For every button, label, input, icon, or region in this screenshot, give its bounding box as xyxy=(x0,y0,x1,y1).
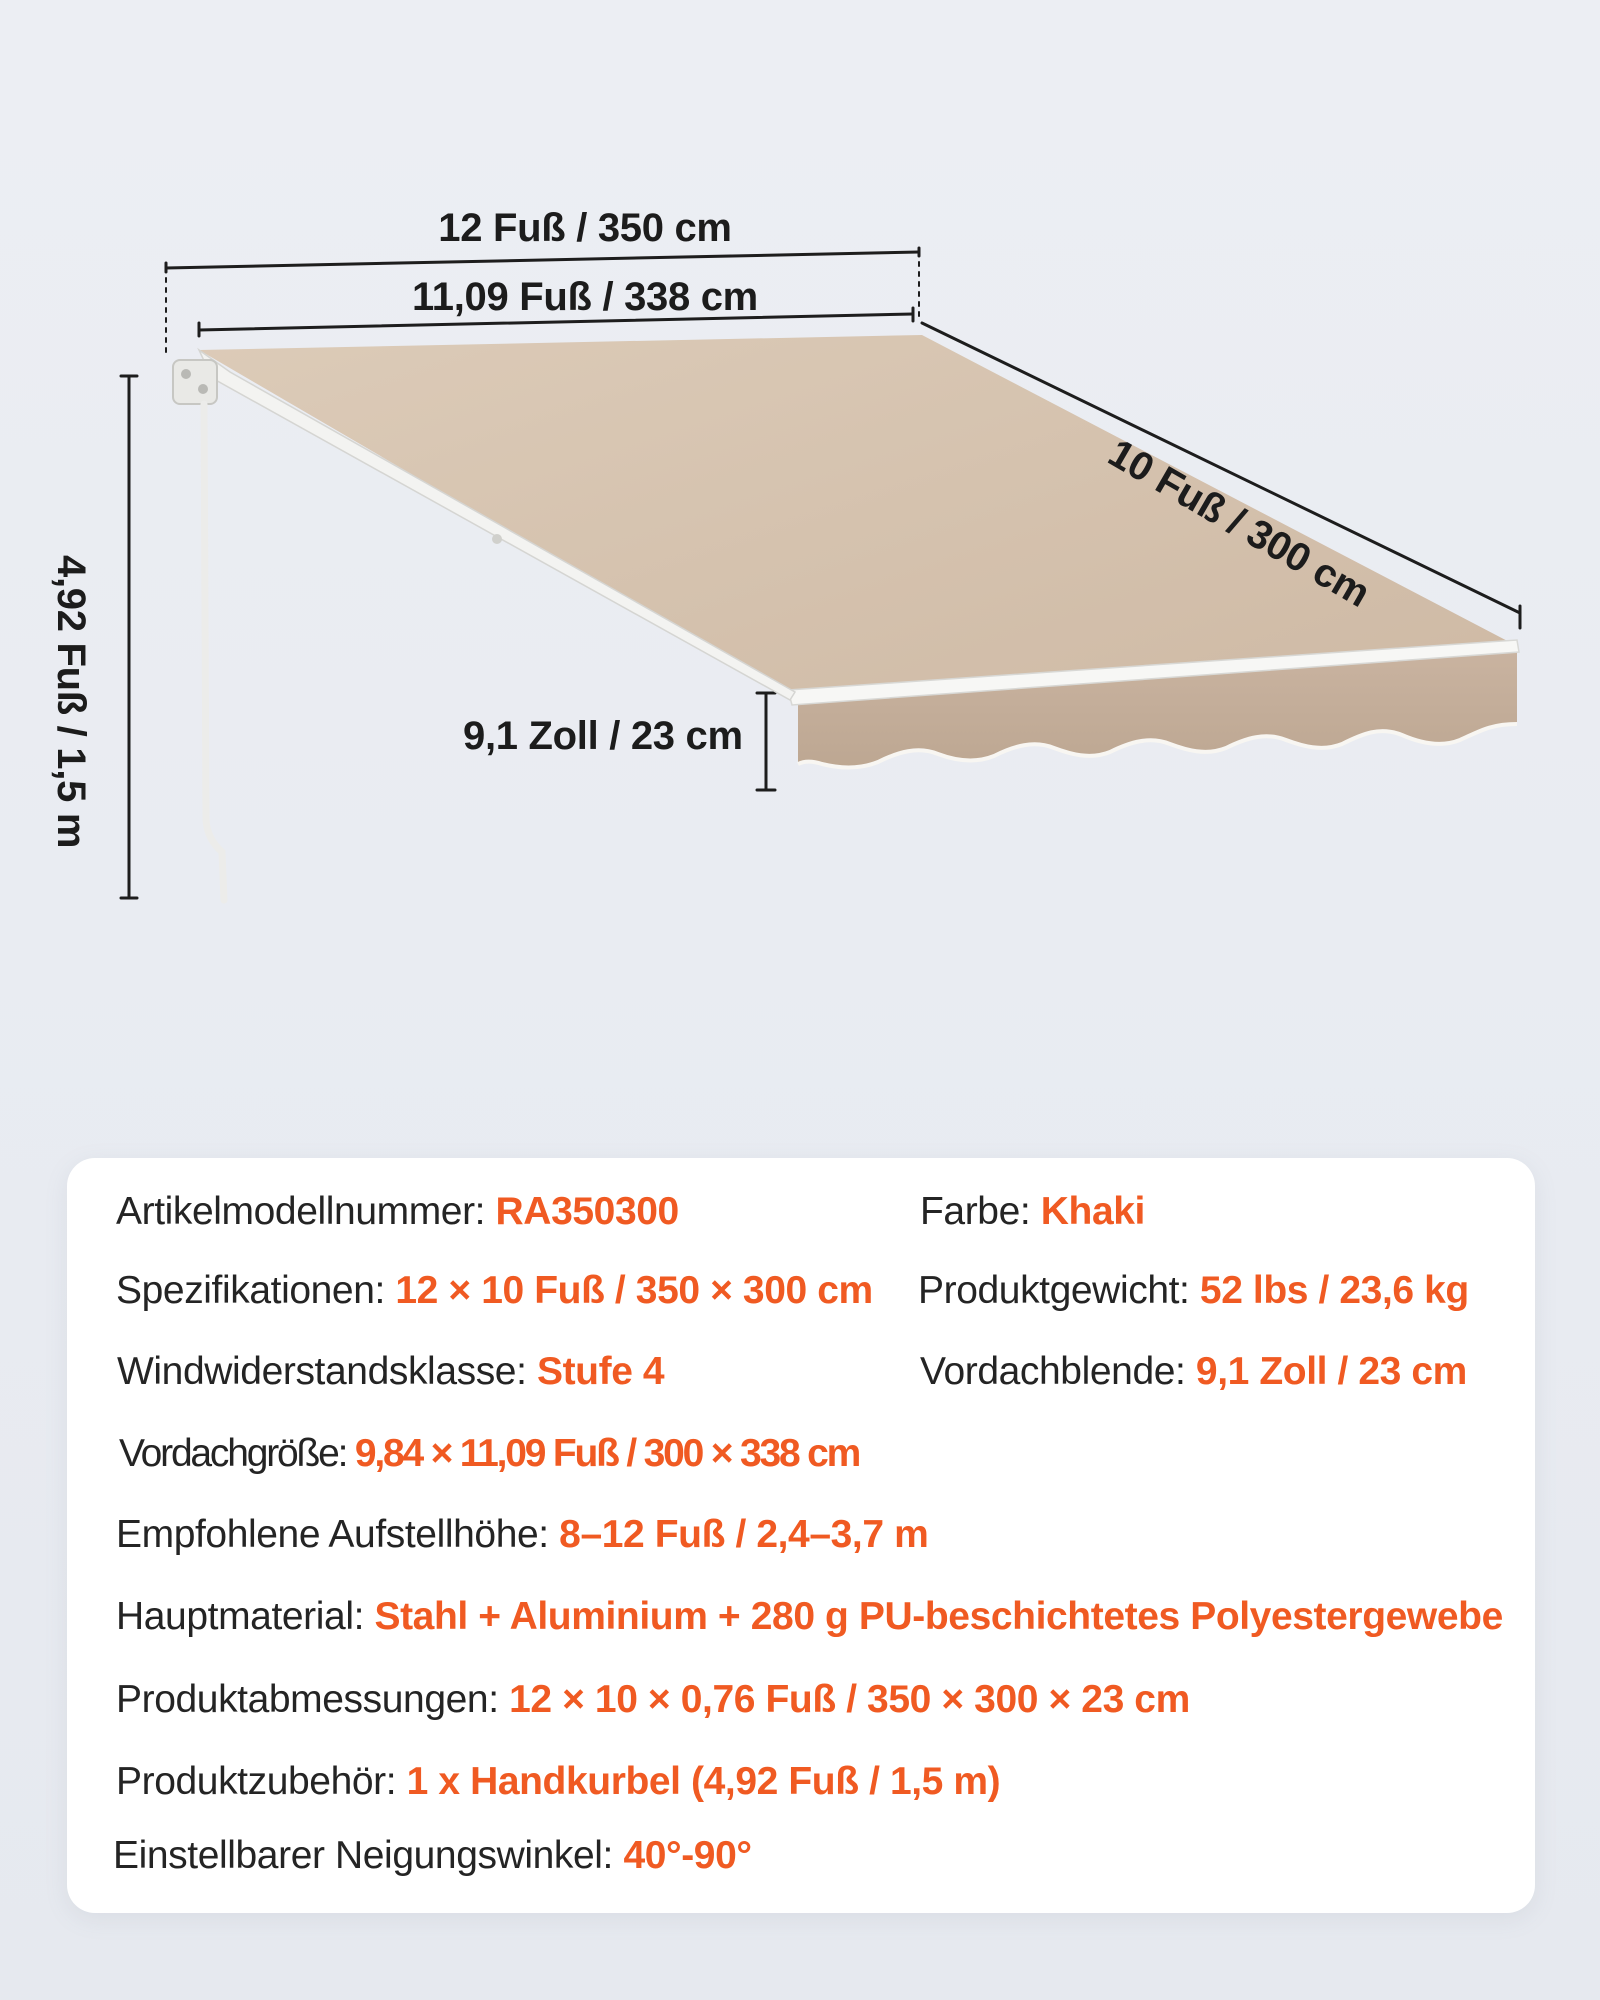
spec-label: Einstellbarer Neigungswinkel: xyxy=(113,1834,624,1877)
spec-label: Artikelmodellnummer: xyxy=(116,1190,496,1233)
spec-value: 52 lbs / 23,6 kg xyxy=(1199,1269,1469,1312)
spec-label: Windwiderstandsklasse: xyxy=(117,1350,537,1393)
spec-material xyxy=(116,1597,1503,1636)
spec-value: Stahl + Aluminium + 280 g PU-beschichtetes Polyestergewebe xyxy=(374,1595,1503,1638)
arm-joint xyxy=(492,534,502,544)
width-outer-line xyxy=(166,252,919,268)
spec-weight xyxy=(918,1271,1469,1310)
spec-dimensions xyxy=(116,1680,1190,1719)
width-inner-label: 11,09 Fuß / 338 cm xyxy=(412,275,758,319)
valance-height-label: 9,1 Zoll / 23 cm xyxy=(463,714,743,758)
projection-label: 10 Fuß / 300 cm xyxy=(1101,430,1378,616)
awning xyxy=(173,335,1519,900)
spec-value: 8–12 Fuß / 2,4–3,7 m xyxy=(559,1513,929,1556)
spec-color xyxy=(920,1192,1145,1231)
bracket-bolt xyxy=(198,384,208,394)
hand-crank xyxy=(204,404,224,900)
spec-valance xyxy=(920,1352,1467,1391)
spec-value: 1 x Handkurbel (4,92 Fuß / 1,5 m) xyxy=(406,1760,1001,1803)
wall-bracket xyxy=(173,360,217,404)
spec-value: 12 × 10 × 0,76 Fuß / 350 × 300 × 23 cm xyxy=(509,1678,1190,1721)
crank-length-label: 4,92 Fuß / 1,5 m xyxy=(49,555,93,849)
spec-label: Vordachblende: xyxy=(920,1350,1196,1393)
spec-mounting-height xyxy=(116,1515,928,1554)
spec-value: 9,1 Zoll / 23 cm xyxy=(1195,1350,1467,1393)
spec-label: Empfohlene Aufstellhöhe: xyxy=(116,1513,560,1556)
spec-value: Stufe 4 xyxy=(536,1350,665,1393)
spec-wind-class xyxy=(117,1352,664,1391)
spec-canopy-size xyxy=(119,1434,859,1473)
spec-label: Spezifikationen: xyxy=(116,1269,396,1312)
spec-label: Produktzubehör: xyxy=(116,1760,407,1803)
spec-accessories xyxy=(116,1762,1000,1801)
spec-value: 12 × 10 Fuß / 350 × 300 cm xyxy=(395,1269,873,1312)
spec-value: 9,84 × 11,09 Fuß / 300 × 338 cm xyxy=(354,1432,860,1475)
spec-card xyxy=(67,1158,1535,1913)
spec-value: RA350300 xyxy=(495,1190,679,1233)
width-outer-label: 12 Fuß / 350 cm xyxy=(438,206,732,250)
spec-label: Produktgewicht: xyxy=(918,1269,1200,1312)
spec-label: Produktabmessungen: xyxy=(116,1678,510,1721)
spec-value: Khaki xyxy=(1040,1190,1145,1233)
spec-label: Farbe: xyxy=(920,1190,1041,1233)
spec-specifications xyxy=(116,1271,873,1310)
spec-label: Vordachgröße: xyxy=(119,1432,355,1475)
spec-value: 40°-90° xyxy=(623,1834,752,1877)
spec-model-number xyxy=(116,1192,679,1231)
spec-angle xyxy=(113,1836,752,1875)
bracket-bolt xyxy=(181,369,191,379)
spec-label: Hauptmaterial: xyxy=(116,1595,375,1638)
